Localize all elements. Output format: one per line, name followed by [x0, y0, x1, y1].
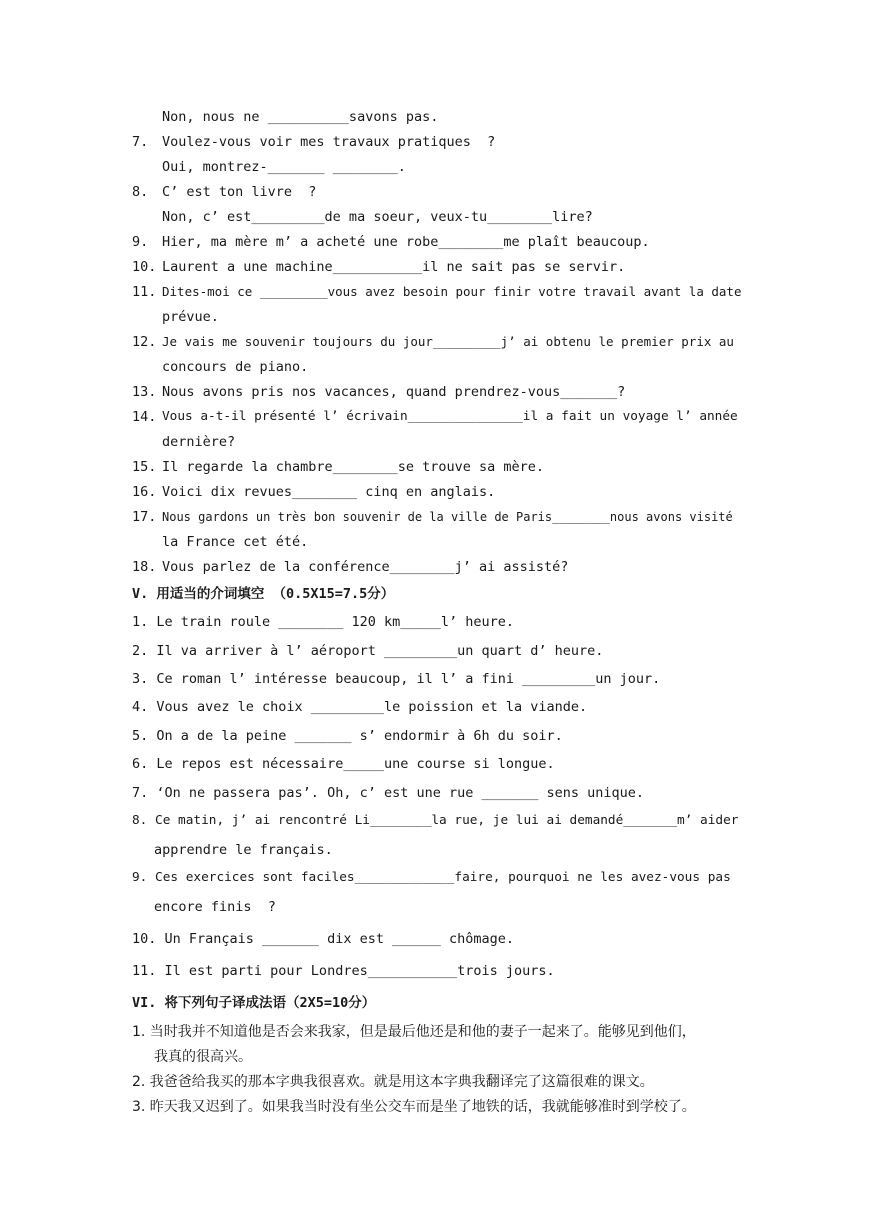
item-11-text: Dites-moi ce _________vous avez besoin pour finir votre travail avant la date	[162, 284, 742, 299]
item-number: 7.	[132, 134, 149, 150]
item-number: 16.	[132, 484, 157, 500]
section-5-item-2: 2. Il va arriver à l’ aéroport _________un quart d’ heure.	[132, 643, 604, 659]
item-number: 18.	[132, 559, 157, 575]
section-5-item-9-cont: encore finis ?	[154, 899, 276, 915]
item-12-text: Je vais me souvenir toujours du jour_________j’ ai obtenu le premier prix au	[162, 334, 734, 349]
item-16-text: Voici dix revues________ cinq en anglais.	[162, 484, 496, 500]
item-number: 9.	[132, 234, 149, 250]
section-5-item-3: 3. Ce roman l’ intéresse beaucoup, il l’ a fini _________un jour.	[132, 671, 661, 687]
item-11-text-cont: prévue.	[162, 309, 219, 325]
section-5-item-6: 6. Le repos est nécessaire_____une course si longue.	[132, 756, 555, 772]
item-number: 15.	[132, 459, 157, 475]
section-5-item-11: 11. Il est parti pour Londres___________trois jours.	[132, 963, 555, 979]
section-6-item-2: 2. 我爸爸给我买的那本字典我很喜欢。就是用这本字典我翻译完了这篇很难的课文。	[132, 1074, 654, 1090]
section-5-heading: V. 用适当的介词填空 （0.5X15=7.5分）	[132, 586, 395, 602]
item-number: 10.	[132, 259, 157, 275]
section-5-item-8-cont: apprendre le français.	[154, 842, 333, 858]
item-number: 13.	[132, 384, 157, 400]
item-7-answer: Oui, montrez-_______ ________.	[162, 159, 406, 175]
item-15-text: Il regarde la chambre________se trouve sa mère.	[162, 459, 545, 475]
item-number: 17.	[132, 509, 157, 525]
section-5-item-9: 9. Ces exercices sont faciles_____________faire, pourquoi ne les avez-vous pas	[132, 870, 731, 885]
section-6-item-3: 3. 昨天我又迟到了。如果我当时没有坐公交车而是坐了地铁的话，我就能够准时到学校了。	[132, 1099, 696, 1115]
section-5-item-1: 1. Le train roule ________ 120 km_____l’ heure.	[132, 614, 515, 630]
item-8-answer: Non, c’ est_________de ma soeur, veux-tu________lire?	[162, 209, 593, 225]
item-17-text-cont: la France cet été.	[162, 534, 309, 550]
item-7-question: Voulez-vous voir mes travaux pratiques ?	[162, 134, 496, 150]
item-number: 8.	[132, 184, 149, 200]
section-6-item-1: 1. 当时我并不知道他是否会来我家，但是最后他还是和他的妻子一起来了。能够见到他们，	[132, 1024, 696, 1040]
section-6-heading: VI. 将下列句子译成法语（2X5=10分）	[132, 995, 376, 1011]
item-number: 12.	[132, 334, 157, 350]
item-number: 11.	[132, 284, 157, 300]
section-5-item-7: 7. ‘On ne passera pas’. Oh, c’ est une rue _______ sens unique.	[132, 785, 645, 801]
item-18-text: Vous parlez de la conférence________j’ ai assisté?	[162, 559, 569, 575]
item-number: 14.	[132, 409, 157, 425]
item-14-text-cont: dernière?	[162, 434, 236, 450]
section-6-item-1-cont: 我真的很高兴。	[154, 1049, 252, 1065]
section-5-item-8: 8. Ce matin, j’ ai rencontré Li________la rue, je lui ai demandé_______m’ aider	[132, 813, 739, 828]
item-14-text: Vous a-t-il présenté l’ écrivain_______________il a fait un voyage l’ année	[162, 409, 738, 424]
item-13-text: Nous avons pris nos vacances, quand prendrez-vous_______?	[162, 384, 626, 400]
item-8-question: C’ est ton livre ?	[162, 184, 317, 200]
item-9-text: Hier, ma mère m’ a acheté une robe________me plaît beaucoup.	[162, 234, 650, 250]
item-6-answer-line: Non, nous ne __________savons pas.	[162, 109, 439, 125]
item-12-text-cont: concours de piano.	[162, 359, 309, 375]
item-10-text: Laurent a une machine___________il ne sait pas se servir.	[162, 259, 626, 275]
item-17-text: Nous gardons un très bon souvenir de la ville de Paris________nous avons visité	[162, 510, 733, 524]
section-5-item-5: 5. On a de la peine _______ s’ endormir à 6h du soir.	[132, 728, 563, 744]
section-5-item-4: 4. Vous avez le choix _________le poission et la viande.	[132, 699, 588, 715]
section-5-item-10: 10. Un Français _______ dix est ______ chômage.	[132, 931, 515, 947]
